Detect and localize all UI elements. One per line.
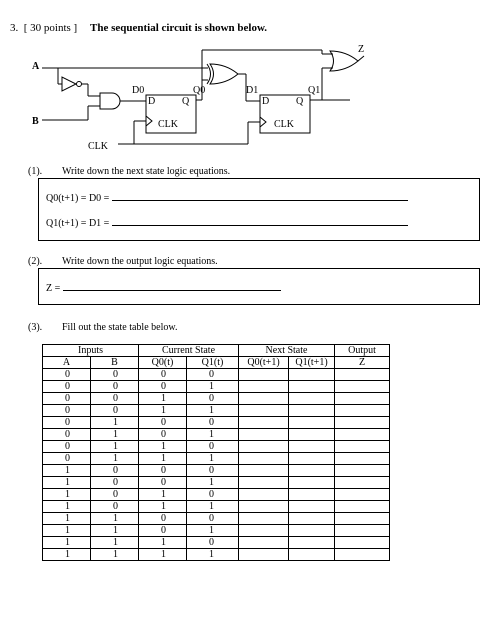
cell-a: 1 [43, 513, 91, 525]
cell-z[interactable] [335, 453, 390, 465]
cell-q1t: 1 [187, 477, 239, 489]
ff0-q: Q [182, 96, 190, 107]
ff0-clk: CLK [158, 119, 178, 130]
cell-q1t1[interactable] [289, 477, 335, 489]
col-b: B [91, 357, 139, 369]
cell-a: 1 [43, 525, 91, 537]
ff0-d: D [148, 96, 156, 107]
group-current-state: Current State [139, 345, 239, 357]
cell-z[interactable] [335, 417, 390, 429]
cell-q1t1[interactable] [289, 381, 335, 393]
cell-b: 0 [91, 381, 139, 393]
eq2-label: Q1(t+1) = D1 = [46, 218, 110, 229]
table-row [43, 405, 390, 417]
table-row [43, 369, 390, 381]
cell-z[interactable] [335, 405, 390, 417]
question-number: 3. [10, 22, 19, 34]
col-q1t1: Q1(t+1) [289, 357, 335, 369]
table-row [43, 525, 390, 537]
cell-q0t: 1 [139, 441, 187, 453]
cell-q0t: 1 [139, 549, 187, 561]
eq2-row [46, 216, 408, 229]
cell-q1t1[interactable] [289, 501, 335, 513]
cell-q1t: 1 [187, 525, 239, 537]
circuit-diagram [0, 40, 380, 158]
not-gate-bubble [77, 82, 82, 87]
cell-a: 0 [43, 393, 91, 405]
cell-q0t: 1 [139, 501, 187, 513]
cell-q0t1[interactable] [239, 369, 289, 381]
cell-q0t1[interactable] [239, 525, 289, 537]
cell-z[interactable] [335, 429, 390, 441]
cell-b: 1 [91, 549, 139, 561]
ff1-q: Q [296, 96, 304, 107]
cell-z[interactable] [335, 381, 390, 393]
cell-q0t: 1 [139, 537, 187, 549]
cell-a: 1 [43, 489, 91, 501]
cell-z[interactable] [335, 513, 390, 525]
col-a: A [43, 357, 91, 369]
part3-prompt [28, 322, 177, 333]
cell-q1t: 0 [187, 465, 239, 477]
cell-q1t: 0 [187, 537, 239, 549]
cell-q0t: 0 [139, 429, 187, 441]
cell-q0t: 0 [139, 513, 187, 525]
cell-z[interactable] [335, 393, 390, 405]
cell-q1t: 1 [187, 549, 239, 561]
cell-q0t: 0 [139, 381, 187, 393]
cell-a: 1 [43, 549, 91, 561]
cell-a: 0 [43, 429, 91, 441]
question-points: [ 30 points ] [23, 22, 78, 34]
cell-z[interactable] [335, 441, 390, 453]
table-row [43, 489, 390, 501]
xor-gate [210, 64, 238, 84]
cell-a: 1 [43, 465, 91, 477]
cell-b: 0 [91, 477, 139, 489]
cell-q1t: 0 [187, 489, 239, 501]
cell-q1t1[interactable] [289, 453, 335, 465]
table-row [43, 453, 390, 465]
cell-a: 1 [43, 477, 91, 489]
cell-b: 1 [91, 429, 139, 441]
part1-answer-box [38, 178, 480, 241]
table-row [43, 549, 390, 561]
ff1-d: D [262, 96, 270, 107]
cell-q0t1[interactable] [239, 417, 289, 429]
cell-q0t1[interactable] [239, 393, 289, 405]
cell-q0t1[interactable] [239, 381, 289, 393]
table-row [43, 417, 390, 429]
cell-q1t: 1 [187, 381, 239, 393]
cell-q1t1[interactable] [289, 489, 335, 501]
cell-q0t: 1 [139, 393, 187, 405]
cell-z[interactable] [335, 501, 390, 513]
part3-number: (3). [28, 322, 43, 333]
col-q1t: Q1(t) [187, 357, 239, 369]
ff1-clock-triangle [260, 117, 266, 127]
cell-b: 1 [91, 513, 139, 525]
question-heading [10, 22, 267, 34]
cell-z[interactable] [335, 477, 390, 489]
cell-b: 0 [91, 369, 139, 381]
cell-q0t: 1 [139, 405, 187, 417]
or-gate [330, 51, 358, 71]
col-z: Z [335, 357, 390, 369]
ff0-name: D0 [132, 85, 145, 96]
cell-q1t: 0 [187, 441, 239, 453]
table-row [43, 393, 390, 405]
z-eq-row [46, 281, 281, 294]
ff1-out: Q1 [308, 85, 321, 96]
part3-text: Fill out the state table below. [62, 322, 178, 333]
cell-a: 1 [43, 537, 91, 549]
cell-b: 0 [91, 465, 139, 477]
cell-q1t1[interactable] [289, 513, 335, 525]
cell-b: 1 [91, 525, 139, 537]
cell-z[interactable] [335, 525, 390, 537]
ff0-out: Q0 [193, 85, 206, 96]
cell-a: 0 [43, 405, 91, 417]
cell-q1t: 1 [187, 405, 239, 417]
ff1-clk: CLK [274, 119, 294, 130]
cell-q1t: 1 [187, 429, 239, 441]
eq2-blank[interactable] [112, 216, 408, 226]
cell-q1t: 0 [187, 393, 239, 405]
cell-q1t1[interactable] [289, 537, 335, 549]
cell-q0t1[interactable] [239, 465, 289, 477]
and-gate [100, 93, 120, 109]
eq1-label: Q0(t+1) = D0 = [46, 193, 110, 204]
col-q0t1: Q0(t+1) [239, 357, 289, 369]
cell-q0t: 1 [139, 453, 187, 465]
cell-q0t: 0 [139, 465, 187, 477]
cell-q1t1[interactable] [289, 549, 335, 561]
not-gate [62, 77, 76, 91]
cell-z[interactable] [335, 465, 390, 477]
table-row [43, 429, 390, 441]
z-eq-label: Z = [46, 283, 61, 294]
cell-a: 0 [43, 417, 91, 429]
output-z-label: Z [358, 44, 365, 55]
cell-q0t: 0 [139, 525, 187, 537]
part1-text: Write down the next state logic equations. [62, 166, 231, 177]
cell-q0t1[interactable] [239, 537, 289, 549]
table-row [43, 501, 390, 513]
cell-b: 0 [91, 501, 139, 513]
cell-a: 0 [43, 453, 91, 465]
cell-q1t1[interactable] [289, 393, 335, 405]
ff1-name: D1 [246, 85, 259, 96]
table-row [43, 441, 390, 453]
cell-q0t: 1 [139, 489, 187, 501]
group-inputs: Inputs [43, 345, 139, 357]
cell-q0t: 0 [139, 369, 187, 381]
cell-b: 1 [91, 453, 139, 465]
cell-q0t1[interactable] [239, 429, 289, 441]
cell-q1t1[interactable] [289, 417, 335, 429]
cell-z[interactable] [335, 549, 390, 561]
xor-gate-back [207, 64, 211, 84]
table-row [43, 465, 390, 477]
cell-q0t: 0 [139, 417, 187, 429]
cell-q0t1[interactable] [239, 549, 289, 561]
z-eq-blank[interactable] [63, 281, 281, 291]
cell-a: 0 [43, 441, 91, 453]
cell-q0t1[interactable] [239, 501, 289, 513]
cell-q1t1[interactable] [289, 369, 335, 381]
table-row [43, 537, 390, 549]
cell-b: 1 [91, 417, 139, 429]
cell-q1t1[interactable] [289, 429, 335, 441]
cell-q0t1[interactable] [239, 405, 289, 417]
group-next-state: Next State [239, 345, 335, 357]
input-a-label: A [32, 61, 40, 72]
table-row [43, 513, 390, 525]
part1-prompt [28, 166, 230, 177]
eq1-blank[interactable] [112, 191, 408, 201]
part2-text: Write down the output logic equations. [62, 256, 218, 267]
cell-a: 0 [43, 369, 91, 381]
col-q0t: Q0(t) [139, 357, 187, 369]
cell-b: 1 [91, 441, 139, 453]
cell-q0t1[interactable] [239, 477, 289, 489]
cell-b: 0 [91, 405, 139, 417]
part1-number: (1). [28, 166, 43, 177]
cell-q0t1[interactable] [239, 441, 289, 453]
question-title: The sequential circuit is shown below. [89, 22, 268, 34]
group-output: Output [335, 345, 390, 357]
cell-q0t1[interactable] [239, 489, 289, 501]
cell-q1t: 0 [187, 369, 239, 381]
column-header-row [43, 357, 390, 369]
part2-prompt [28, 256, 218, 267]
cell-q1t: 0 [187, 513, 239, 525]
cell-q1t: 1 [187, 501, 239, 513]
cell-q0t1[interactable] [239, 513, 289, 525]
cell-q0t1[interactable] [239, 453, 289, 465]
input-b-label: B [32, 116, 39, 127]
ff0-clock-triangle [146, 116, 152, 126]
cell-z[interactable] [335, 489, 390, 501]
cell-q1t: 1 [187, 453, 239, 465]
cell-q0t: 0 [139, 477, 187, 489]
cell-b: 1 [91, 537, 139, 549]
cell-z[interactable] [335, 537, 390, 549]
cell-q1t1[interactable] [289, 405, 335, 417]
table-row [43, 477, 390, 489]
state-table [42, 344, 390, 561]
cell-z[interactable] [335, 369, 390, 381]
cell-a: 0 [43, 381, 91, 393]
cell-q1t1[interactable] [289, 465, 335, 477]
part2-number: (2). [28, 256, 43, 267]
clk-label: CLK [88, 141, 108, 152]
eq1-row [46, 191, 408, 204]
cell-q1t1[interactable] [289, 525, 335, 537]
cell-q1t: 0 [187, 417, 239, 429]
cell-b: 0 [91, 393, 139, 405]
cell-a: 1 [43, 501, 91, 513]
cell-q1t1[interactable] [289, 441, 335, 453]
table-row [43, 381, 390, 393]
cell-b: 0 [91, 489, 139, 501]
group-header-row [43, 345, 390, 357]
